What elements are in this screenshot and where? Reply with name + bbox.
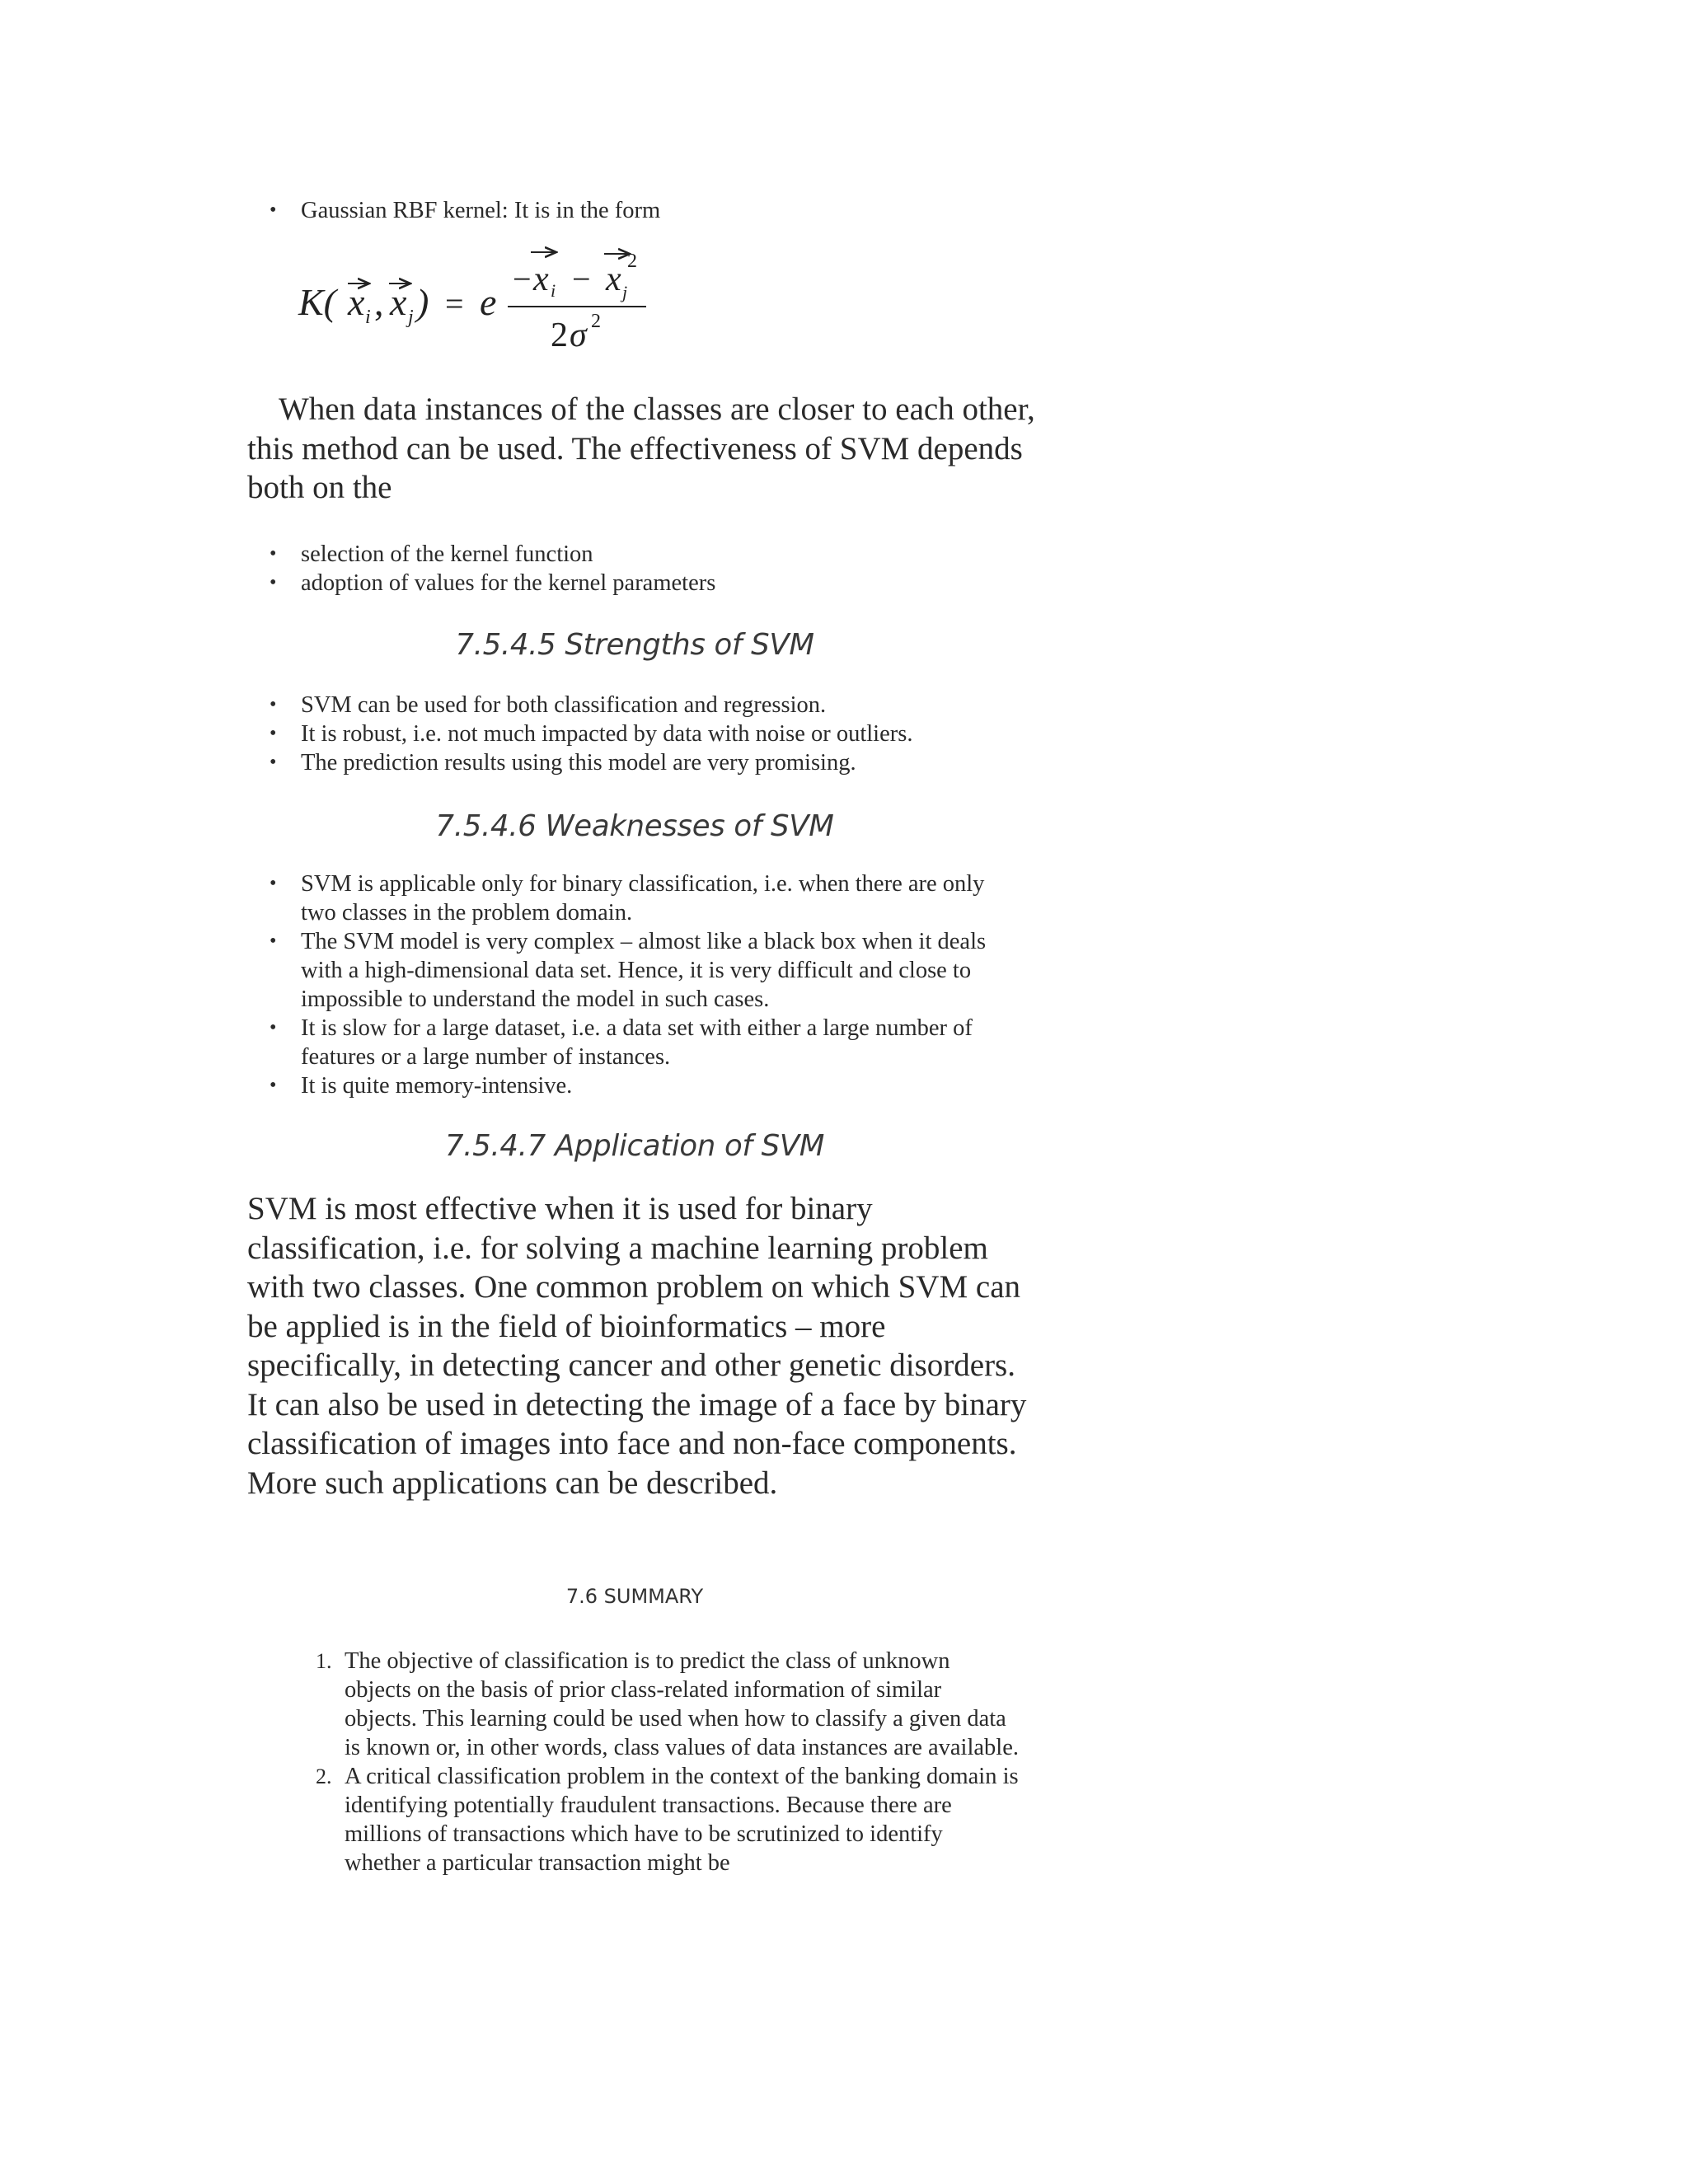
- kernel-bullet-text: Gaussian RBF kernel: It is in the form: [301, 198, 661, 223]
- intro-paragraph: [247, 390, 1039, 508]
- formula-xj: x: [390, 281, 407, 323]
- weaknesses-list: [247, 869, 1018, 1100]
- list-item: [247, 1014, 1018, 1071]
- list-item: [247, 869, 1018, 927]
- application-paragraph-text: SVM is most effective when it is used for binary classification, i.e. for solving a machine learning problem with two classes. One common problem on which SVM can be applied is in the field of bioinformatics – more specifically, in detecting cancer and other genetic disorders. It can also be used in detecting the image of a face by binary classification of images into face and non-face components. More such applications can be described.: [247, 1191, 1027, 1501]
- list-item: [247, 196, 1039, 225]
- application-heading: [247, 1129, 1022, 1163]
- list-item-text: It is quite memory-intensive.: [301, 1073, 573, 1099]
- strengths-heading: [247, 628, 1022, 662]
- formula-sub-j: j: [408, 307, 414, 328]
- strengths-heading-text: 7.5.4.5 Strengths of SVM: [455, 628, 814, 662]
- list-item-text: SVM can be used for both classification and regression.: [301, 692, 827, 718]
- list-item-number: 1.: [316, 1649, 332, 1673]
- formula-num-j: j: [622, 282, 628, 302]
- formula-rparen: ): [416, 281, 429, 323]
- list-item-text: selection of the kernel function: [301, 541, 593, 567]
- formula-num-xj: x: [606, 260, 621, 298]
- application-paragraph: [247, 1189, 1030, 1502]
- formula-lhs: K(: [298, 281, 336, 323]
- list-item-text: The prediction results using this model are very promising.: [301, 750, 856, 776]
- effectiveness-list: [247, 540, 1039, 598]
- list-item: [247, 1071, 1018, 1100]
- formula-e: e: [480, 281, 497, 323]
- application-heading-text: 7.5.4.7 Application of SVM: [444, 1129, 825, 1163]
- weaknesses-heading-text: 7.5.4.6 Weaknesses of SVM: [435, 809, 834, 843]
- summary-heading: [247, 1585, 1022, 1608]
- list-item-text: A critical classification problem in the context of the banking domain is identifying potentially fraudulent transactions. Because there are millions of transactions which have to be scrutinized to identify whether a particular transaction might be: [345, 1764, 1019, 1876]
- formula-comma: ,: [374, 281, 384, 323]
- list-item-text: It is slow for a large dataset, i.e. a data set with either a large number of features or a large number of instances.: [301, 1015, 973, 1070]
- list-item: [247, 927, 1018, 1014]
- list-item: [247, 569, 1039, 598]
- formula-num-minus-2: −: [572, 260, 591, 298]
- list-item: [316, 1647, 1020, 1762]
- intro-paragraph-text: When data instances of the classes are closer to each other, this method can be used. The effectiveness of SVM depends both on the: [247, 391, 1035, 505]
- formula-sub-i: i: [365, 307, 371, 328]
- list-item-number: 2.: [316, 1765, 332, 1788]
- formula-num-minus-1: −: [513, 260, 532, 298]
- list-item: [247, 748, 1039, 777]
- list-item-text: SVM is applicable only for binary classification, i.e. when there are only two classes in the problem domain.: [301, 871, 985, 926]
- formula-den-two: 2: [551, 316, 568, 354]
- summary-list: [316, 1647, 1020, 1877]
- gaussian-rbf-formula: [297, 244, 659, 354]
- weaknesses-heading: [247, 809, 1022, 843]
- list-item-text: The SVM model is very complex – almost like a black box when it deals with a high-dimensional data set. Hence, it is very difficult and close to impossible to understand the model in such cases.: [301, 929, 987, 1012]
- list-item-text: It is robust, i.e. not much impacted by data with noise or outliers.: [301, 721, 913, 747]
- list-item: [247, 540, 1039, 569]
- list-item: [247, 691, 1039, 719]
- list-item-text: The objective of classification is to predict the class of unknown objects on the basis of prior class-related information of similar objects. This learning could be used when how to classify a given data is known or, in other words, class values of data instances are available.: [345, 1648, 1019, 1760]
- list-item-text: adoption of values for the kernel parameters: [301, 570, 716, 596]
- kernel-list: [247, 196, 1039, 225]
- strengths-list: [247, 691, 1039, 777]
- formula-den-sigma: σ: [570, 316, 587, 354]
- formula-num-exp: 2: [627, 251, 637, 272]
- summary-heading-text: 7.6 SUMMARY: [565, 1585, 704, 1608]
- formula-xi: x: [348, 281, 365, 323]
- formula-den-exp: 2: [591, 311, 601, 332]
- list-item: [316, 1762, 1020, 1877]
- list-item: [247, 719, 1039, 748]
- formula-num-i: i: [551, 280, 556, 301]
- formula-num-xi: x: [533, 260, 549, 298]
- formula-equals: =: [445, 285, 464, 322]
